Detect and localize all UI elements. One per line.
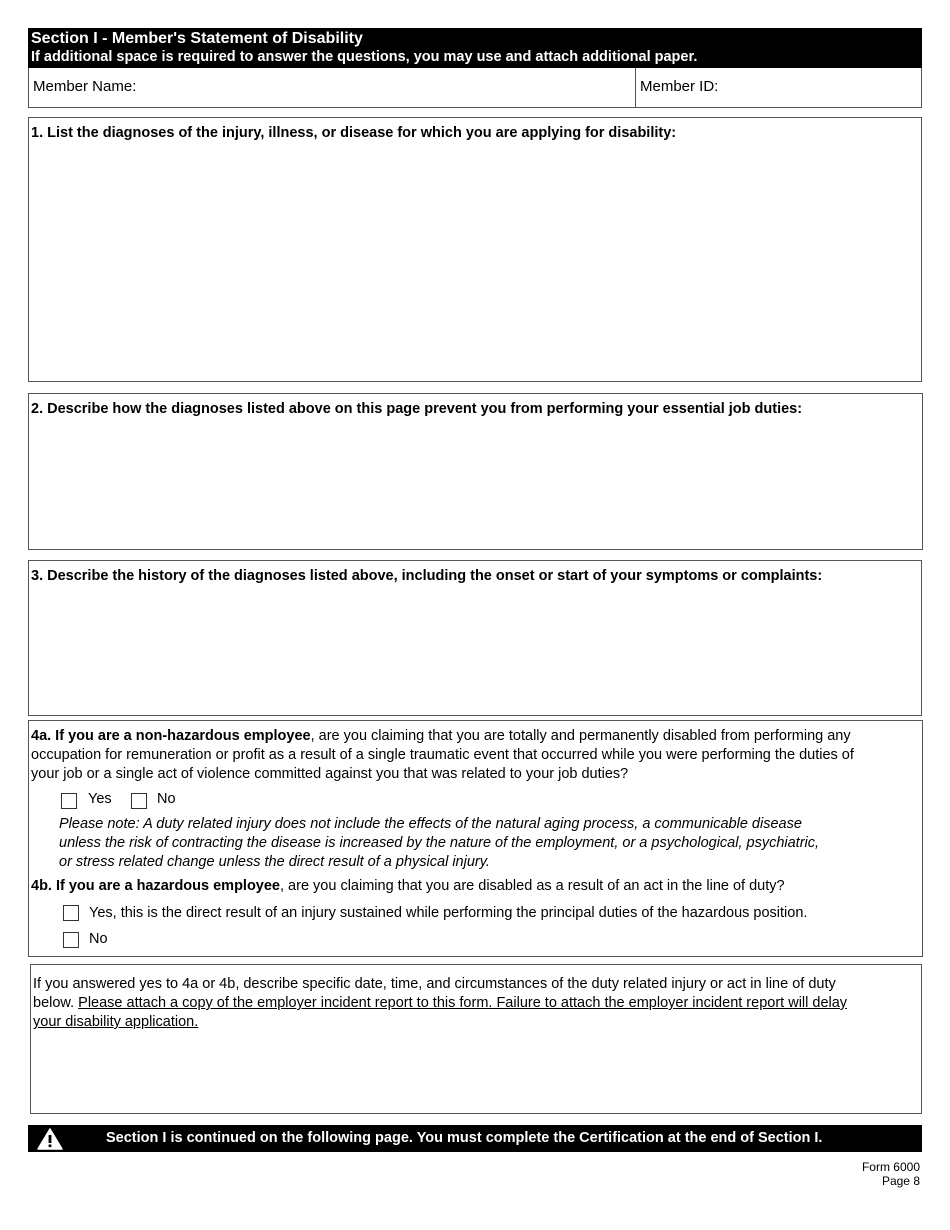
question-4a-yes-checkbox[interactable] <box>61 793 77 809</box>
section-header <box>28 28 922 68</box>
question-4a-lead: 4a. If you are a non-hazardous employee <box>31 728 311 744</box>
question-4a-no-label: No <box>157 791 176 807</box>
question-4-box <box>28 720 923 957</box>
form-number: Form 6000 <box>861 1160 920 1174</box>
question-4a-yes-label: Yes <box>88 791 112 807</box>
question-4a-line-1 <box>31 727 851 746</box>
question-4a-text-1: , are you claiming that you are totally and permanently disabled from performing any <box>310 728 851 744</box>
question-4a-line-2: occupation for remuneration or profit as a result of a single traumatic event that occurred while you were performing the duties of <box>31 747 854 763</box>
warning-icon <box>36 1127 64 1151</box>
question-4a-line-3: your job or a single act of violence committed against you that was related to your job duties? <box>31 766 629 782</box>
page-number: Page 8 <box>881 1174 920 1188</box>
incident-line-3: your disability application. <box>33 1014 199 1030</box>
question-1-label: 1. List the diagnoses of the injury, illness, or disease for which you are applying for disability: <box>31 125 677 141</box>
incident-details-answer[interactable] <box>33 1037 919 1111</box>
question-4b-no-checkbox[interactable] <box>63 932 79 948</box>
question-3-answer[interactable] <box>31 591 919 713</box>
question-4b-line <box>31 877 785 896</box>
question-2-answer[interactable] <box>31 424 920 547</box>
incident-line-2-plain: below. <box>33 995 79 1011</box>
question-3-box <box>28 560 922 716</box>
incident-line-1: If you answered yes to 4a or 4b, describe specific date, time, and circumstances of the duty related injury or act in line of duty <box>33 976 836 992</box>
incident-line-2-underlined: Please attach a copy of the employer incident report to this form. Failure to attach the employer incident report will delay <box>78 995 848 1011</box>
continuation-banner <box>28 1125 922 1152</box>
page-footer <box>862 1160 920 1188</box>
incident-line-2 <box>33 994 847 1013</box>
question-2-label: 2. Describe how the diagnoses listed above on this page prevent you from performing your essential job duties: <box>31 401 803 417</box>
question-4b-no-label: No <box>89 931 108 947</box>
question-4a-no-checkbox[interactable] <box>131 793 147 809</box>
incident-details-box <box>30 964 922 1114</box>
duty-note-line-3: or stress related change unless the direct result of a physical injury. <box>59 854 490 870</box>
question-1-box <box>28 117 922 382</box>
duty-note-line-2: unless the risk of contracting the disease is increased by the nature of the employment, or a psychological, psychiatric, <box>59 835 820 851</box>
question-2-box <box>28 393 923 550</box>
question-4b-lead: 4b. If you are a hazardous employee <box>31 878 280 894</box>
question-4b-text: , are you claiming that you are disabled as a result of an act in the line of duty? <box>280 878 785 894</box>
member-info-row <box>28 68 922 108</box>
section-subtitle: If additional space is required to answer the questions, you may use and attach additional paper. <box>31 49 698 65</box>
banner-text: Section I is continued on the following page. You must complete the Certification at the end of Section I. <box>106 1130 823 1146</box>
question-1-answer[interactable] <box>31 148 919 379</box>
question-3-label: 3. Describe the history of the diagnoses listed above, including the onset or start of your symptoms or complaints: <box>31 568 823 584</box>
section-title: Section I - Member's Statement of Disability <box>31 30 363 47</box>
member-name-label: Member Name: <box>33 78 137 95</box>
duty-note-line-1: Please note: A duty related injury does not include the effects of the natural aging process, a communicable disease <box>59 816 802 832</box>
question-4b-yes-label: Yes, this is the direct result of an injury sustained while performing the principal duties of the hazardous position. <box>89 905 808 921</box>
question-4b-yes-checkbox[interactable] <box>63 905 79 921</box>
member-id-label: Member ID: <box>640 78 719 95</box>
